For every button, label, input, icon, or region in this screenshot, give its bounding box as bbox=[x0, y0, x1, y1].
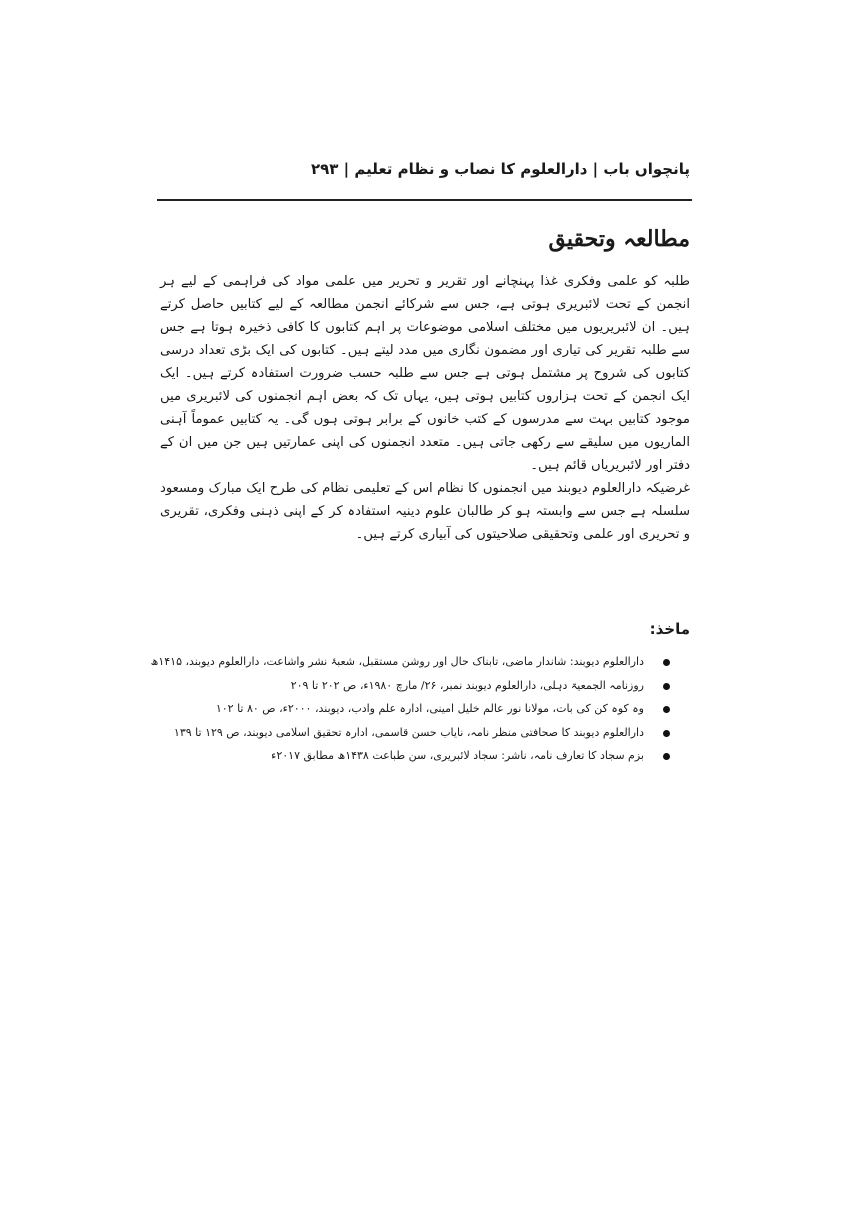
bullet-icon bbox=[663, 706, 670, 713]
paragraph-2: غرضیکہ دارالعلوم دیوبند میں انجمنوں کا نظام اس کے تعلیمی نظام کی طرح ایک مبارک ومسعود سلسلہ ہے جس سے وابستہ ہو کر طالبان علوم دینیہ استفادہ کر کے اپنی ذہنی وفکری، تقریری و تحریری اور علمی وتحقیقی صلاحیتوں کی آبیاری کرتے ہیں۔ bbox=[160, 481, 690, 542]
running-header: پانچواں باب | دارالعلوم کا نصاب و نظام تعلیم | ۲۹۳ bbox=[310, 160, 690, 178]
source-text: بزم سجاد کا تعارف نامہ، ناشر: سجاد لائبریری، سن طباعت ۱۴۳۸ھ مطابق ۲۰۱۷ء bbox=[271, 749, 644, 762]
source-item bbox=[160, 674, 670, 698]
sources-heading: ماخذ: bbox=[649, 620, 690, 638]
source-text: روزنامہ الجمعیۃ دہلی، دارالعلوم دیوبند نمبر، ۲۶/ مارچ ۱۹۸۰ء، ص ۲۰۲ تا ۲۰۹ bbox=[290, 678, 644, 692]
header-divider bbox=[157, 199, 692, 201]
bullet-icon bbox=[663, 730, 670, 737]
bullet-icon bbox=[663, 753, 670, 760]
source-text: دارالعلوم دیوبند: شاندار ماضی، تابناک حال اور روشن مستقبل، شعبۂ نشر واشاعت، دارالعلوم دیوبند، ۱۴۱۵ھ bbox=[150, 655, 644, 668]
bullet-icon bbox=[663, 659, 670, 666]
source-item bbox=[160, 744, 670, 768]
source-item bbox=[160, 697, 670, 721]
sources-list bbox=[150, 650, 670, 768]
source-text: دارالعلوم دیوبند کا صحافتی منظر نامہ، نایاب حسن قاسمی، ادارہ تحقیق اسلامی دیوبند، ص ۱۲۹ تا ۱۳۹ bbox=[173, 725, 644, 739]
body-text bbox=[160, 270, 690, 546]
source-item bbox=[160, 721, 670, 745]
section-title: مطالعہ وتحقیق bbox=[548, 226, 690, 252]
bullet-icon bbox=[663, 683, 670, 690]
paragraph-1: طلبہ کو علمی وفکری غذا پہنچانے اور تقریر و تحریر میں علمی مواد کی فراہمی کے لیے ہر انجمن کے تحت لائبریری ہوتی ہے، جس سے شرکائے انجمن مطالعہ کے لیے کتابیں حاصل کرتے ہیں۔ ان لائبریریوں میں مختلف اسلامی موضوعات پر اہم کتابوں کا کافی ذخیرہ ہوتا ہے جس سے طلبہ تقریر کی تیاری اور مضمون نگاری میں مدد لیتے ہیں۔ کتابوں کی ایک بڑی تعداد درسی کتابوں کی شروح پر مشتمل ہوتی ہے جس سے طلبہ حسب ضرورت استفادہ کرتے ہیں۔ ایک ایک انجمن کے تحت ہزاروں کتابیں ہوتی ہیں، یہاں تک کہ بعض اہم انجمنوں کی لائبریری میں موجود کتابیں بہت سے مدرسوں کے کتب خانوں کے برابر ہوتی ہوں گی۔ یہ کتابیں عموماً آہنی الماریوں میں سلیقے سے رکھی جاتی ہیں۔ متعدد انجمنوں کی اپنی عمارتیں ہیں جن میں ان کے دفتر اور لائبریریاں قائم ہیں۔ bbox=[160, 274, 690, 473]
source-item bbox=[150, 650, 670, 674]
source-text: وہ کوہ کن کی بات، مولانا نور عالم خلیل امینی، ادارہ علم وادب، دیوبند، ۲۰۰۰ء، ص ۸۰ تا ۱۰۲ bbox=[215, 702, 644, 715]
